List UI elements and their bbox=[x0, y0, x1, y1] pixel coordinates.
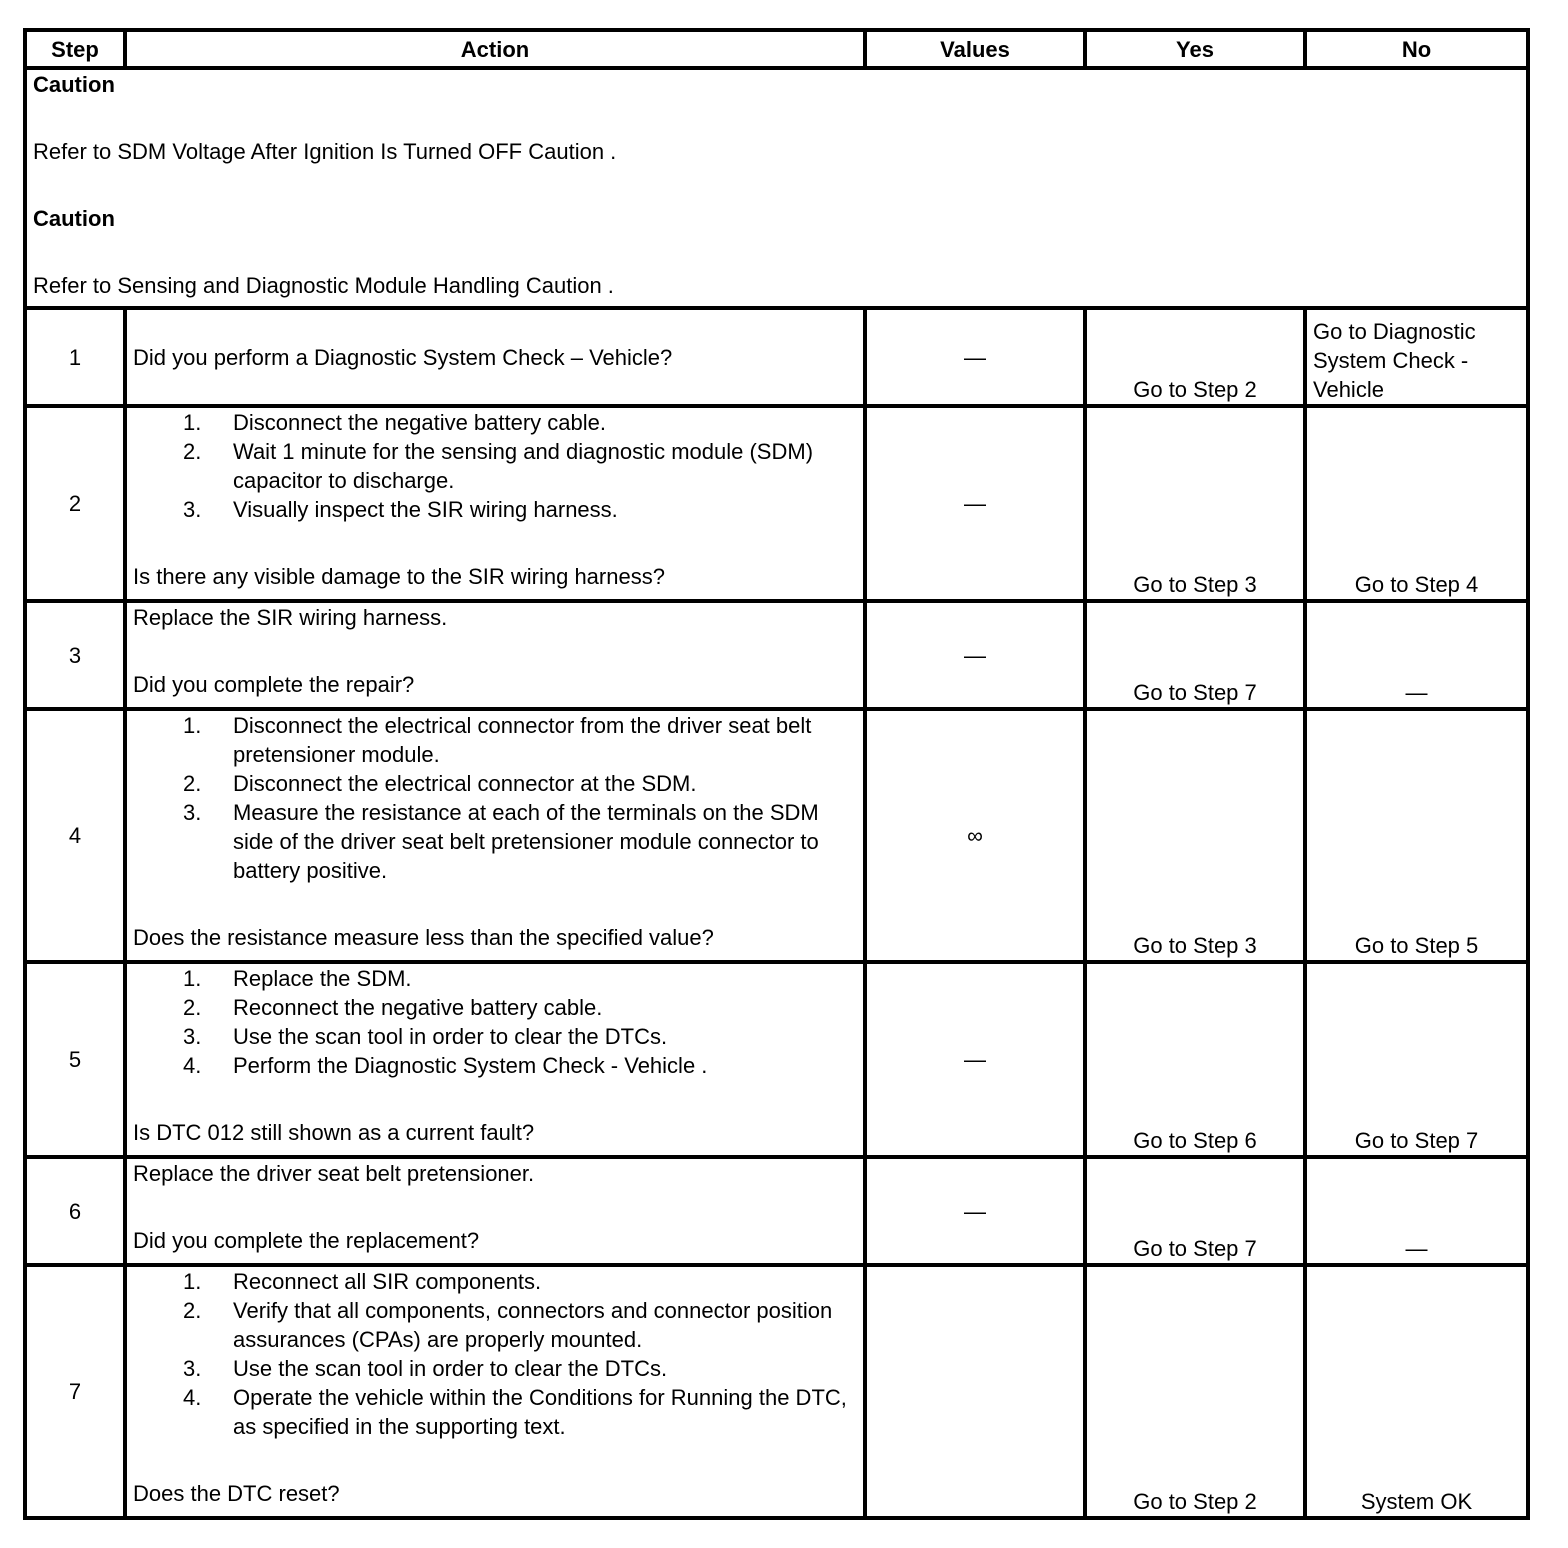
action-question: Does the DTC reset? bbox=[133, 1481, 340, 1506]
action-cell bbox=[125, 406, 865, 601]
step-number: 5 bbox=[25, 962, 125, 1157]
action-list-item bbox=[133, 1267, 857, 1296]
header-values: Values bbox=[865, 30, 1085, 68]
list-item-text: Perform the Diagnostic System Check - Vehicle . bbox=[233, 1053, 708, 1078]
step-number: 1 bbox=[25, 308, 125, 406]
value-cell: — bbox=[865, 601, 1085, 709]
action-list-item bbox=[133, 1296, 857, 1354]
action-list-item bbox=[133, 1354, 857, 1383]
action-list bbox=[133, 711, 857, 885]
action-list-item bbox=[133, 769, 857, 798]
no-cell: Go to Step 4 bbox=[1305, 406, 1528, 601]
list-item-number: 1. bbox=[183, 713, 202, 738]
action-list-item bbox=[133, 408, 857, 437]
step-number: 2 bbox=[25, 406, 125, 601]
action-question: Did you perform a Diagnostic System Check – Vehicle? bbox=[133, 344, 673, 370]
list-item-number: 2. bbox=[183, 995, 202, 1020]
yes-cell: Go to Step 3 bbox=[1085, 406, 1305, 601]
no-cell: System OK bbox=[1305, 1265, 1528, 1518]
step-row bbox=[25, 1265, 1528, 1518]
list-item-text: Use the scan tool in order to clear the DTCs. bbox=[233, 1356, 668, 1381]
action-question: Did you complete the replacement? bbox=[133, 1228, 480, 1253]
list-item-number: 1. bbox=[183, 1269, 202, 1294]
list-item-text: Measure the resistance at each of the terminals on the SDM side of the driver seat belt pretensioner module connector to battery positive. bbox=[233, 800, 819, 883]
caution-text: Refer to Sensing and Diagnostic Module Handling Caution . bbox=[33, 273, 614, 298]
caution-title: Caution bbox=[33, 206, 115, 231]
no-cell: Go to Diagnostic System Check - Vehicle bbox=[1305, 308, 1528, 406]
action-question: Did you complete the repair? bbox=[133, 672, 415, 697]
action-cell bbox=[125, 308, 865, 406]
list-item-text: Visually inspect the SIR wiring harness. bbox=[233, 497, 618, 522]
value-cell: ∞ bbox=[865, 709, 1085, 962]
action-instruction: Replace the SIR wiring harness. bbox=[133, 605, 448, 630]
action-question: Is DTC 012 still shown as a current fault? bbox=[133, 1120, 535, 1145]
action-instruction: Replace the driver seat belt pretensioner. bbox=[133, 1161, 535, 1186]
list-item-text: Reconnect the negative battery cable. bbox=[233, 995, 603, 1020]
step-row bbox=[25, 1157, 1528, 1265]
header-action: Action bbox=[125, 30, 865, 68]
action-question: Does the resistance measure less than the specified value? bbox=[133, 925, 714, 950]
list-item-text: Wait 1 minute for the sensing and diagnostic module (SDM) capacitor to discharge. bbox=[233, 439, 814, 493]
step-number: 6 bbox=[25, 1157, 125, 1265]
yes-cell: Go to Step 7 bbox=[1085, 601, 1305, 709]
list-item-text: Verify that all components, connectors and connector position assurances (CPAs) are properly mounted. bbox=[233, 1298, 833, 1352]
step-row bbox=[25, 962, 1528, 1157]
list-item-number: 3. bbox=[183, 497, 202, 522]
no-cell: Go to Step 5 bbox=[1305, 709, 1528, 962]
action-list-item bbox=[133, 798, 857, 885]
action-list-item bbox=[133, 993, 857, 1022]
action-cell bbox=[125, 709, 865, 962]
list-item-number: 2. bbox=[183, 439, 202, 464]
list-item-text: Use the scan tool in order to clear the DTCs. bbox=[233, 1024, 668, 1049]
value-cell: — bbox=[865, 1157, 1085, 1265]
value-cell bbox=[865, 1265, 1085, 1518]
no-cell: — bbox=[1305, 1157, 1528, 1265]
action-cell bbox=[125, 601, 865, 709]
no-cell: Go to Step 7 bbox=[1305, 962, 1528, 1157]
header-row bbox=[25, 30, 1528, 68]
list-item-text: Operate the vehicle within the Conditions for Running the DTC, as specified in the supporting text. bbox=[233, 1385, 847, 1439]
yes-cell: Go to Step 2 bbox=[1085, 308, 1305, 406]
yes-cell: Go to Step 3 bbox=[1085, 709, 1305, 962]
list-item-number: 4. bbox=[183, 1053, 202, 1078]
action-question: Is there any visible damage to the SIR wiring harness? bbox=[133, 564, 665, 589]
action-cell bbox=[125, 1265, 865, 1518]
list-item-number: 4. bbox=[183, 1385, 202, 1410]
action-list bbox=[133, 964, 857, 1080]
action-list-item bbox=[133, 437, 857, 495]
list-item-text: Disconnect the negative battery cable. bbox=[233, 410, 607, 435]
header-no: No bbox=[1305, 30, 1528, 68]
list-item-number: 3. bbox=[183, 1356, 202, 1381]
action-list-item bbox=[133, 495, 857, 524]
list-item-number: 1. bbox=[183, 410, 202, 435]
yes-cell: Go to Step 7 bbox=[1085, 1157, 1305, 1265]
action-list-item bbox=[133, 711, 857, 769]
header-step: Step bbox=[25, 30, 125, 68]
action-list bbox=[133, 1267, 857, 1441]
list-item-number: 3. bbox=[183, 1024, 202, 1049]
action-cell bbox=[125, 1157, 865, 1265]
header-yes: Yes bbox=[1085, 30, 1305, 68]
action-cell bbox=[125, 962, 865, 1157]
action-list-item bbox=[133, 1383, 857, 1441]
caution-cell bbox=[25, 68, 1528, 308]
list-item-number: 2. bbox=[183, 771, 202, 796]
list-item-text: Replace the SDM. bbox=[233, 966, 412, 991]
action-list-item bbox=[133, 1022, 857, 1051]
list-item-number: 3. bbox=[183, 800, 202, 825]
caution-text: Refer to SDM Voltage After Ignition Is Turned OFF Caution . bbox=[33, 139, 617, 164]
list-item-number: 2. bbox=[183, 1298, 202, 1323]
caution-row bbox=[25, 68, 1528, 308]
value-cell: — bbox=[865, 962, 1085, 1157]
no-cell: — bbox=[1305, 601, 1528, 709]
action-list bbox=[133, 408, 857, 524]
value-cell: — bbox=[865, 406, 1085, 601]
list-item-text: Reconnect all SIR components. bbox=[233, 1269, 542, 1294]
yes-cell: Go to Step 6 bbox=[1085, 962, 1305, 1157]
step-row bbox=[25, 601, 1528, 709]
step-row bbox=[25, 709, 1528, 962]
caution-title: Caution bbox=[33, 72, 115, 97]
list-item-text: Disconnect the electrical connector at the SDM. bbox=[233, 771, 697, 796]
list-item-text: Disconnect the electrical connector from the driver seat belt pretensioner module. bbox=[233, 713, 812, 767]
step-number: 3 bbox=[25, 601, 125, 709]
value-cell: — bbox=[865, 308, 1085, 406]
action-list-item bbox=[133, 1051, 857, 1080]
step-number: 4 bbox=[25, 709, 125, 962]
step-row bbox=[25, 406, 1528, 601]
step-number: 7 bbox=[25, 1265, 125, 1518]
step-row bbox=[25, 308, 1528, 406]
yes-cell: Go to Step 2 bbox=[1085, 1265, 1305, 1518]
diagnostic-table bbox=[23, 28, 1530, 1520]
action-list-item bbox=[133, 964, 857, 993]
list-item-number: 1. bbox=[183, 966, 202, 991]
